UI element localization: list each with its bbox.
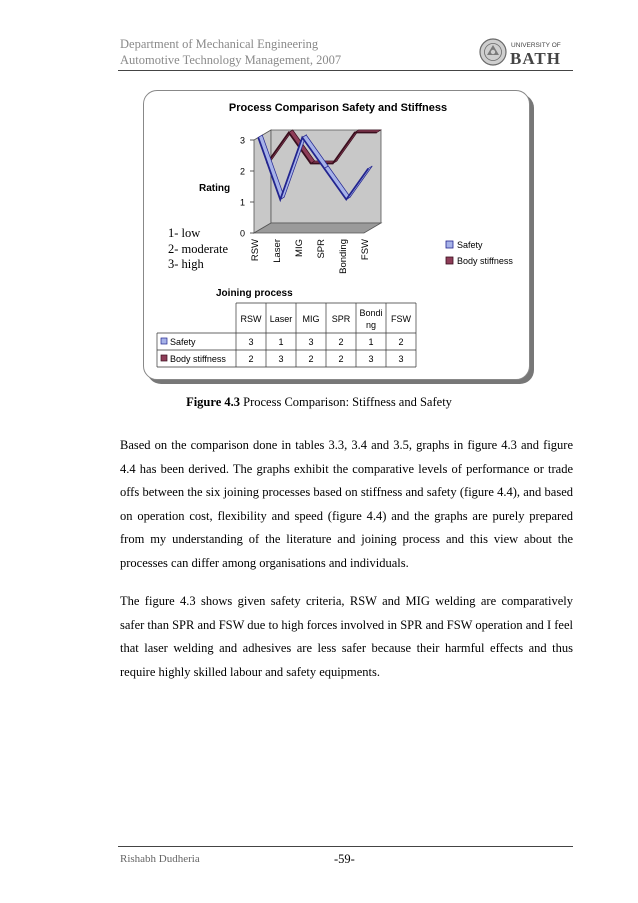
table-header-cell-line: Bondi — [359, 308, 383, 318]
caption-label: Figure 4.3 — [186, 395, 241, 409]
table-value-cell: 3 — [278, 354, 284, 364]
footer-author: Rishabh Dudheria — [120, 853, 200, 865]
table-header-cell: MIG — [302, 314, 320, 324]
scale-moderate: 2- moderate — [168, 241, 229, 256]
table-row-swatch — [161, 355, 167, 361]
paragraph-1: Based on the comparison done in tables 3.3, 3.4 and 3.5, graphs in figure 4.3 and figure 4.4 has been derived. The graphs exhibit the comparative levels of performance or trade offs between the six joining processes based on stiffness and safety (figure 4.4), and based on operation cost, flexibility and speed (figure 4.4) and the graphs are purely prepared from my understanding of the literature and joining process and this view about the processes can differ among organisations and individuals. — [120, 438, 573, 570]
paragraph-2: The figure 4.3 shows given safety criteria, RSW and MIG welding are comparatively safer than SPR and FSW due to high forces involved in SPR and FSW operation and I feel that laser welding and adhesives are less safer because their harmful effects and thus require highly skilled labour and safety equipments. — [120, 594, 573, 679]
legend-swatch — [446, 241, 453, 248]
header-programme: Automotive Technology Management, 2007 — [120, 53, 342, 67]
y-tick-label: 3 — [239, 135, 245, 146]
table-value-cell: 2 — [308, 354, 314, 364]
table-row-swatch — [161, 338, 167, 344]
legend-swatch — [446, 257, 453, 264]
rating-scale-key — [168, 226, 228, 273]
table-header-cell: FSW — [391, 314, 411, 324]
university-of-bath-logo — [478, 35, 578, 69]
x-tick-label: Bonding — [338, 239, 349, 274]
x-tick-label: Laser — [272, 239, 283, 263]
legend-label: Body stiffness — [457, 256, 513, 266]
caption-text: Process Comparison: Stiffness and Safety — [240, 395, 452, 409]
y-tick-label: 0 — [239, 228, 245, 239]
table-value-cell: 3 — [398, 354, 404, 364]
table-header-cell: RSW — [240, 314, 262, 324]
logo-top-text: UNIVERSITY OF — [511, 42, 561, 49]
chart-floor — [254, 223, 381, 233]
header-rule — [118, 70, 573, 71]
legend-label: Safety — [457, 240, 483, 250]
figure-caption — [0, 395, 638, 410]
scale-high: 3- high — [168, 257, 204, 271]
table-value-cell: 3 — [368, 354, 374, 364]
table-value-cell: 2 — [338, 354, 344, 364]
y-tick-label: 1 — [239, 197, 245, 208]
table-header-cell: SPR — [331, 314, 351, 324]
footer-rule — [118, 846, 573, 847]
table-row-label: Body stiffness — [170, 354, 226, 364]
x-tick-label: SPR — [316, 239, 327, 259]
y-tick-label: 2 — [239, 166, 245, 177]
x-tick-label: FSW — [360, 239, 371, 261]
scale-low: 1- low — [168, 226, 201, 240]
table-value-cell: 1 — [278, 337, 284, 347]
x-tick-label: RSW — [250, 239, 261, 262]
table-value-cell: 2 — [248, 354, 254, 364]
table-value-cell: 3 — [308, 337, 314, 347]
page-number: -59- — [334, 852, 355, 866]
x-tick-label: MIG — [294, 239, 305, 257]
chart-title: Process Comparison Safety and Stiffness — [228, 102, 448, 114]
table-row-label: Safety — [170, 337, 196, 347]
table-header-cell: Laser — [269, 314, 293, 324]
y-axis-label: Rating — [199, 183, 231, 194]
table-value-cell: 2 — [338, 337, 344, 347]
logo-main-text: BATH — [510, 49, 561, 68]
table-header-cell-line: ng — [365, 320, 377, 330]
table-value-cell: 2 — [398, 337, 404, 347]
table-value-cell: 3 — [248, 337, 254, 347]
header-department: Department of Mechanical Engineering — [120, 37, 319, 51]
table-value-cell: 1 — [368, 337, 374, 347]
x-axis-label: Joining process — [216, 288, 293, 299]
